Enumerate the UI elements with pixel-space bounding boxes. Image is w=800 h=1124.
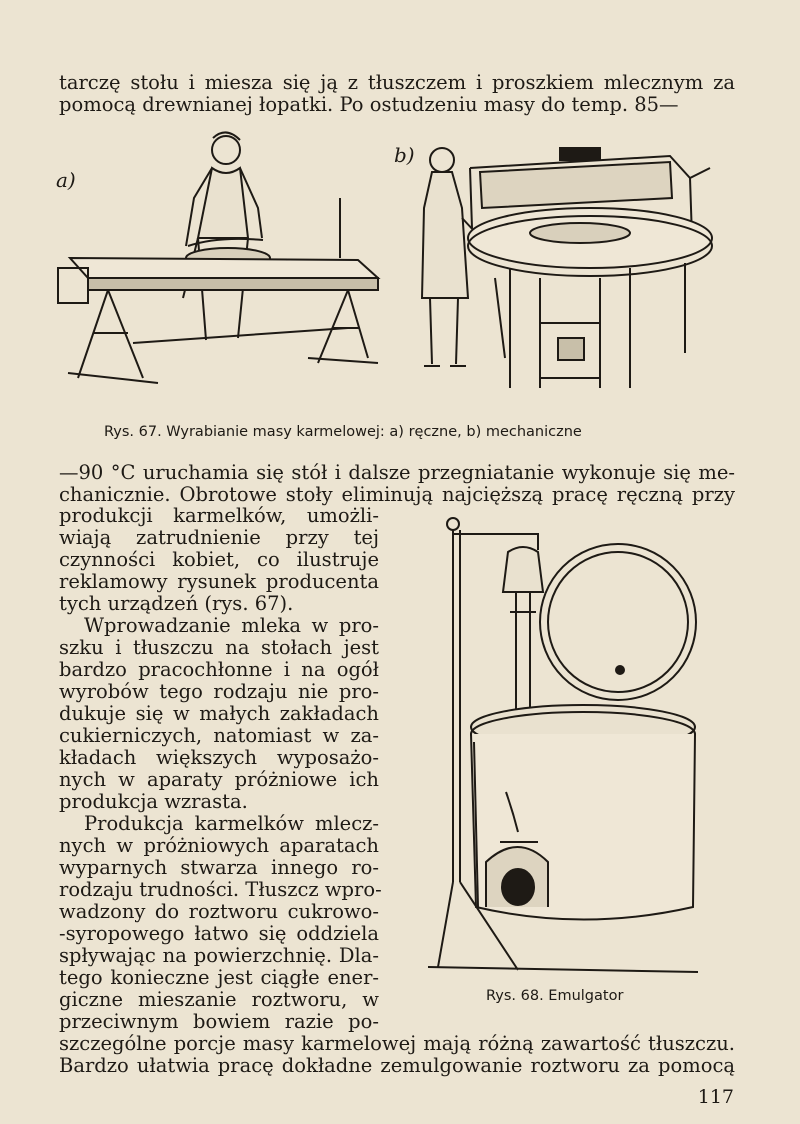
text-line: spływając na powierzchnię. Dla- [59,944,379,967]
text-line: chanicznie. Obrotowe stoły eliminują najcięższą pracę ręczną przy [59,483,735,506]
text-line: wyparnych stwarza innego ro- [59,856,379,879]
text-line: Produkcja karmelków mlecz- [84,812,379,835]
text-line: rodzaju trudności. Tłuszcz wpro- [59,878,382,901]
figure-67-label-b: b) [394,143,415,167]
text-line: -syropowego łatwo się oddziela [59,922,379,945]
text-line: produkcji karmelków, umożli- [59,504,379,527]
text-line: wiają zatrudnienie przy tej [59,526,379,549]
figure-67-label-a: a) [56,168,76,192]
text-line: czynności kobiet, co ilustruje [59,548,379,571]
text-line: tych urządzeń (rys. 67). [59,592,294,615]
text-line: bardzo pracochłonne i na ogół [59,658,379,681]
text-line: szku i tłuszczu na stołach jest [59,636,379,659]
text-line: nych w próżniowych aparatach [59,834,379,857]
text-line: szczególne porcje masy karmelowej mają różną zawartość tłuszczu. [59,1032,735,1055]
text-line: dukuje się w małych zakładach [59,702,379,725]
figure-67-caption: Rys. 67. Wyrabianie masy karmelowej: a) ręczne, b) mechaniczne [104,424,582,440]
figure-68-caption: Rys. 68. Emulgator [486,988,624,1004]
text-line: pomocą drewnianej łopatki. Po ostudzeniu masy do temp. 85— [59,93,679,116]
text-line: produkcja wzrasta. [59,790,248,813]
text-line: tarczę stołu i miesza się ją z tłuszczem i proszkiem mlecznym za [59,71,735,94]
page-number: 117 [697,1086,734,1108]
text-line: giczne mieszanie roztworu, w [59,988,379,1011]
text-line: tego konieczne jest ciągłe ener- [59,966,379,989]
text-line: nych w aparaty próżniowe ich [59,768,379,791]
figure-67b-mechanical-kneading [410,138,720,396]
text-line: kładach większych wyposażo- [59,746,379,769]
text-line: wadzony do roztworu cukrowo- [59,900,379,923]
text-line: Wprowadzanie mleka w pro- [84,614,379,637]
text-line: cukierniczych, natomiast w za- [59,724,379,747]
text-line: Bardzo ułatwia pracę dokładne zemulgowanie roztworu za pomocą [59,1054,735,1077]
figure-67a-manual-kneading [48,128,388,400]
text-line: przeciwnym bowiem razie po- [59,1010,379,1033]
text-line: reklamowy rysunek producenta [59,570,379,593]
text-line: wyrobów tego rodzaju nie pro- [59,680,379,703]
text-line: —90 °C uruchamia się stół i dalsze przegniatanie wykonuje się me- [59,461,735,484]
figure-68-emulsifier [408,512,744,982]
